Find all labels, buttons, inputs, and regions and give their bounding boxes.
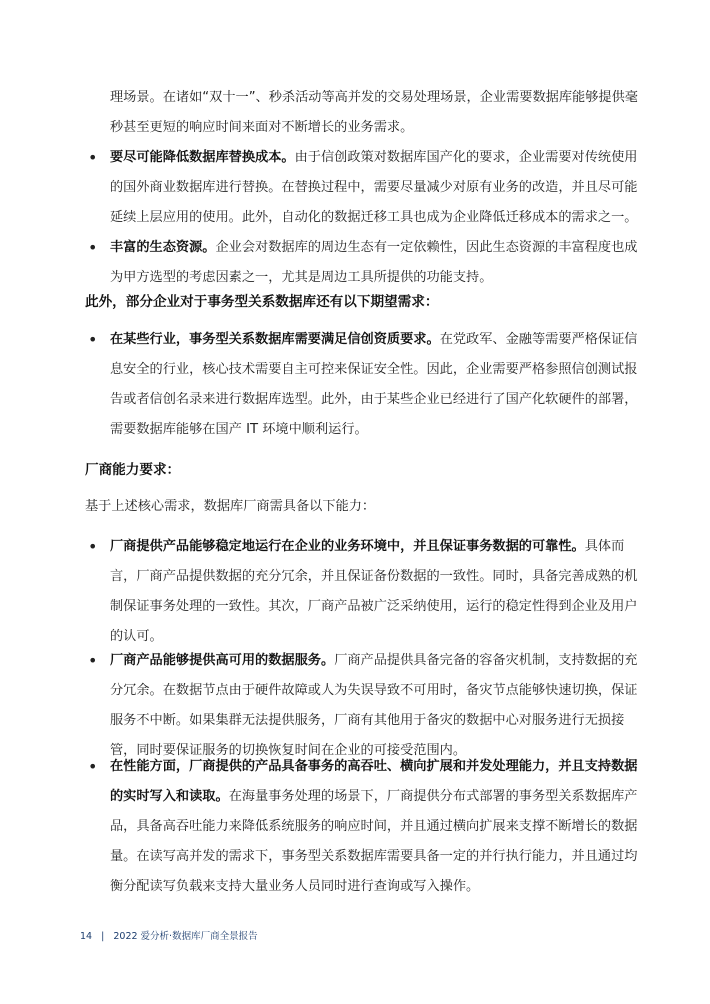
bullet-item <box>88 532 640 652</box>
bullet-bold-lead: 厂商提供产品能够稳定地运行在企业的业务环境中，并且保证事务数据的可靠性。 <box>110 539 585 554</box>
bullet-body: 厂商产品提供具备完备的容备灾机制，支持数据的充分冗余。在数据节点由于硬件故障或人为失误导致不可用时，备灾节点能够快速切换，保证服务不中断。如果集群无法提供服务，厂商有其他用于备灾的数据中心对服务进行无损接管，同时要保证服务的切换恢复时间在企业的可接受范围内。 <box>110 653 638 758</box>
section-heading-vendor-capabilities: 厂商能力要求： <box>85 462 181 478</box>
bullet-dot: • <box>88 238 98 257</box>
bullet-text <box>110 233 640 293</box>
bullet-text <box>110 646 640 766</box>
bullet-text <box>110 325 640 445</box>
bullet-text <box>110 752 640 902</box>
bullet-dot: • <box>88 757 98 776</box>
bullet-item <box>88 752 640 902</box>
bullet-text <box>110 532 640 652</box>
bullet-bold-lead: 要尽可能降低数据库替换成本。 <box>110 150 295 165</box>
bullet-body: 在海量事务处理的场景下，厂商提供分布式部署的事务型关系数据库产品，具备高吞吐能力来降低系统服务的响应时间，并且通过横向扩展来支撑不断增长的数据量。在读写高并发的需求下，事务型关系数据库需要具备一定的并行执行能力，并且通过均衡分配读写负载来支持大量业务人员同时进行查询或写入操作。 <box>110 789 638 894</box>
report-title: 2022 爱分析·数据库厂商全景报告 <box>113 931 258 942</box>
bullet-body: 由于信创政策对数据库国产化的要求，企业需要对传统使用的国外商业数据库进行替换。在替换过程中，需要尽量减少对原有业务的改造，并且尽可能延续上层应用的使用。此外，自动化的数据迁移工具也成为企业降低迁移成本的需求之一。 <box>110 150 638 225</box>
bullet-text <box>110 143 640 233</box>
bullet-bold-lead: 厂商产品能够提供高可用的数据服务。 <box>110 653 335 668</box>
bullet-item <box>88 325 640 445</box>
page-footer <box>80 928 264 942</box>
bullet-dot: • <box>88 651 98 670</box>
bullet-dot: • <box>88 148 98 167</box>
bullet-item <box>88 143 640 233</box>
section-intro: 基于上述核心需求，数据库厂商需具备以下能力： <box>85 499 376 514</box>
page-number: 14 <box>80 931 93 942</box>
bullet-bold-lead: 在某些行业，事务型关系数据库需要满足信创资质要求。 <box>110 332 440 347</box>
bullet-bold-lead: 在性能方面，厂商提供的产品具备事务的高吞吐、横向扩展和并发处理能力，并且支持数据的实时写入和读取。 <box>110 759 638 804</box>
bullet-dot: • <box>88 537 98 556</box>
intro-line-2: 秒甚至更短的响应时间来面对不断增长的业务需求。 <box>110 120 414 135</box>
bullet-dot: • <box>88 330 98 349</box>
bullet-bold-lead: 丰富的生态资源。 <box>110 240 216 255</box>
footer-separator: | <box>101 931 105 942</box>
bullet-item <box>88 646 640 766</box>
bullet-body: 具体而言，厂商产品提供数据的充分冗余，并且保证备份数据的一致性。同时，具备完善成熟的机制保证事务处理的一致性。其次，厂商产品被广泛采纳使用，运行的稳定性得到企业及用户的认可。 <box>110 539 638 644</box>
bullet-item <box>88 233 640 293</box>
intro-line-1: 理场景。在诸如“双十一”、秒杀活动等高并发的交易处理场景，企业需要数据库能够提供毫 <box>110 90 638 105</box>
section-heading-expectations: 此外，部分企业对于事务型关系数据库还有以下期望需求： <box>85 294 439 310</box>
bullet-body: 在党政军、金融等需要严格保证信息安全的行业，核心技术需要自主可控来保证安全性。因此，企业需要严格参照信创测试报告或者信创名录来进行数据库选型。此外，由于某些企业已经进行了国产化软硬件的部署，需要数据库能够在国产 IT 环境中顺利运行。 <box>110 332 638 437</box>
bullet-body: 企业会对数据库的周边生态有一定依赖性，因此生态资源的丰富程度也成为甲方选型的考虑因素之一，尤其是周边工具所提供的功能支持。 <box>110 240 638 285</box>
